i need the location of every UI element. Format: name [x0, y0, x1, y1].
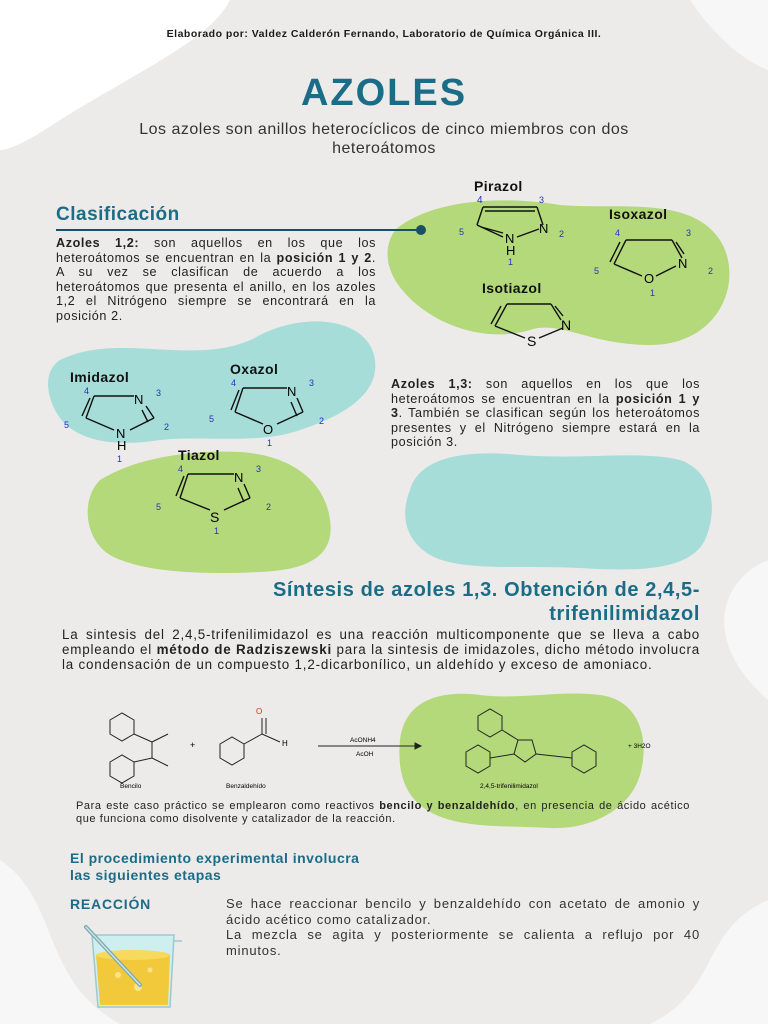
svg-text:1: 1: [650, 288, 656, 298]
svg-text:N: N: [116, 426, 126, 441]
beaker-icon: [78, 925, 198, 1015]
svg-text:1: 1: [267, 438, 273, 448]
imidazol-label: Imidazol: [70, 369, 130, 385]
isotiazol-label: Isotiazol: [482, 280, 542, 296]
svg-text:3: 3: [539, 195, 545, 205]
procedimiento-line2: las siguientes etapas: [70, 867, 222, 883]
isoxazol-label: Isoxazol: [609, 206, 668, 222]
svg-text:4: 4: [477, 195, 483, 206]
procedimiento-heading: [70, 850, 359, 884]
conditions-bottom: AcOH: [356, 751, 374, 758]
azoles-13-paragraph: [391, 377, 700, 450]
svg-text:N: N: [561, 317, 572, 333]
svg-text:2: 2: [266, 502, 272, 512]
svg-text:3: 3: [156, 388, 162, 398]
caso-reagents: bencilo y benzaldehído: [379, 800, 516, 812]
tiazol-structure: [150, 462, 280, 542]
svg-text:N: N: [134, 392, 144, 407]
svg-text:5: 5: [64, 420, 70, 430]
pirazol-h: H: [506, 243, 516, 258]
reagent2-label: Benzaldehído: [226, 783, 266, 790]
azoles-13-position: posición 1 y 3: [391, 391, 701, 421]
sintesis-text-a: La sintesis del 2,4,5-trifenilimidazol es una reacción multicomponente que se lleva a cabo empleando el: [62, 627, 700, 657]
svg-text:S: S: [210, 509, 220, 525]
azoles-13-label: Azoles 1,3:: [391, 377, 473, 391]
sintesis-method: método de Radziszewski: [156, 641, 332, 657]
procedimiento-line1: El procedimiento experimental involucra: [70, 850, 360, 866]
reagent1-label: Bencilo: [120, 783, 142, 790]
sintesis-heading-line1: Síntesis de azoles 1,3. Obtención de 2,4,5-: [272, 579, 700, 601]
svg-text:H: H: [117, 438, 127, 453]
pirazol-label: Pirazol: [474, 178, 523, 194]
sintesis-paragraph: [62, 628, 700, 672]
page-title: AZOLES: [300, 72, 468, 114]
isotiazol-structure: [485, 296, 585, 356]
pirazol-n2: N: [539, 221, 549, 236]
oxazol-label: Oxazol: [230, 361, 279, 377]
azoles-13-text-a: son aquellos en los que los heteroátomos se encuentran en la: [391, 377, 700, 406]
caso-text-b: , en presencia de ácido acético que funciona como disolvente y catalizador de la reacción.: [76, 800, 690, 825]
svg-text:2: 2: [559, 229, 565, 239]
svg-text:N: N: [234, 470, 244, 485]
svg-text:1: 1: [117, 454, 123, 464]
svg-text:5: 5: [156, 502, 162, 512]
svg-text:4: 4: [231, 378, 237, 388]
reaccion-heading: REACCIÓN: [70, 896, 152, 912]
svg-text:1: 1: [508, 257, 514, 267]
svg-text:4: 4: [178, 464, 184, 474]
svg-text:+: +: [190, 740, 196, 750]
pirazol-structure: [455, 195, 565, 265]
tiazol-label: Tiazol: [178, 447, 220, 463]
imidazol-structure: [60, 384, 180, 464]
svg-text:5: 5: [594, 266, 600, 276]
svg-text:1: 1: [214, 526, 220, 536]
svg-text:4: 4: [84, 386, 90, 396]
pirazol-n1: N: [505, 231, 515, 246]
white-blob-right-mid: [724, 560, 768, 700]
sintesis-text-b: para la sintesis de imidazoles, dicho método involucra la condensación de un compuesto 1,2-dicarbonílico, un aldehído y exceso de amoniaco.: [62, 641, 700, 672]
svg-text:2: 2: [708, 266, 714, 276]
azoles-12-text-b: . A su vez se clasifican de acuerdo a los heteroátomos que presenta el anillo, en los azoles 1,2 el Nitrógeno siempre se encontrará en la posición 2.: [56, 250, 377, 323]
svg-text:H: H: [282, 739, 288, 748]
reaccion-step-1: Se hace reaccionar bencilo y benzaldehído con acetato de amonio y ácido acético como catalizador.: [226, 896, 700, 927]
azoles-12-paragraph: [56, 236, 376, 324]
svg-text:3: 3: [256, 464, 262, 474]
azoles-12-text-a: son aquellos en los que los heteroátomos se encuentran en la: [56, 236, 376, 265]
sintesis-heading-line2: trifenilimidazol: [549, 603, 700, 625]
author-header: Elaborado por: Valdez Calderón Fernando, Laboratorio de Química Orgánica III.: [166, 28, 602, 40]
svg-text:5: 5: [459, 227, 465, 237]
svg-text:4: 4: [615, 228, 621, 238]
conditions-top: AcONH4: [350, 737, 376, 744]
svg-text:3: 3: [309, 378, 315, 388]
aqua-blob-right: [405, 453, 712, 569]
caso-text-a: Para este caso práctico se emplearon como reactivos: [76, 800, 380, 812]
svg-text:2: 2: [319, 416, 325, 426]
product-label: 2,4,5-trifenilimidazol: [480, 783, 538, 790]
svg-text:N: N: [287, 384, 297, 399]
oxazol-structure: [205, 376, 335, 456]
azoles-12-label: Azoles 1,2:: [56, 236, 140, 250]
reaccion-text: [226, 896, 700, 958]
reaccion-step-2: La mezcla se agita y posteriormente se calienta a reflujo por 40 minutos.: [226, 927, 700, 958]
reaction-scheme: [80, 700, 740, 810]
svg-text:O: O: [256, 707, 263, 716]
svg-text:2: 2: [164, 422, 170, 432]
azoles-13-text-b: . También se clasifican según los heteroátomos presentes y el Nitrógeno siempre estará en la posición 3.: [391, 406, 700, 450]
svg-text:5: 5: [209, 414, 215, 424]
heading-underline: [56, 225, 436, 235]
page-subtitle: Los azoles son anillos heterocíclicos de cinco miembros con dos heteroátomos: [139, 121, 629, 157]
water-byproduct: + 3H2O: [628, 743, 651, 750]
azoles-12-position: posición 1 y 2: [276, 250, 372, 265]
sintesis-heading: [40, 578, 700, 626]
svg-text:N: N: [678, 256, 688, 271]
isoxazol-structure: [590, 228, 714, 298]
svg-text:S: S: [527, 333, 537, 349]
svg-text:O: O: [263, 422, 274, 437]
caso-paragraph: [76, 800, 690, 825]
clasificacion-heading: Clasificación: [56, 204, 180, 225]
svg-text:3: 3: [686, 228, 692, 238]
svg-text:O: O: [644, 271, 655, 286]
